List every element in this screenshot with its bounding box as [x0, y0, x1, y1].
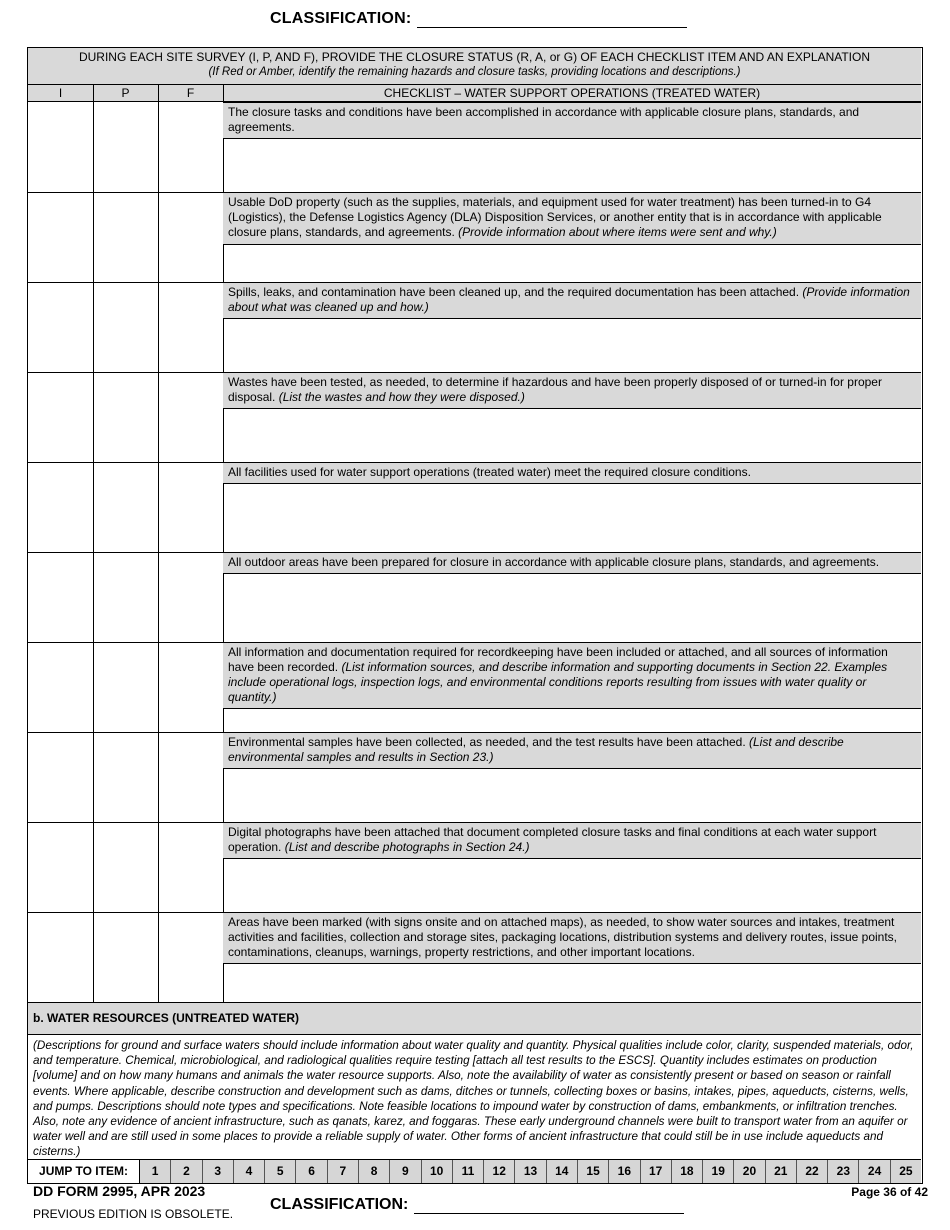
- checklist-item-8: [223, 732, 921, 769]
- item-text: The closure tasks and conditions have been accomplished in accordance with applicable closure plans, standards, and agreements.: [228, 105, 860, 134]
- jump-item-button[interactable]: 15: [578, 1160, 609, 1183]
- checklist-form: [27, 47, 923, 1184]
- item-text: Environmental samples have been collected, as needed, and the test results have been attached.: [228, 735, 746, 749]
- instructions-line-1: DURING EACH SITE SURVEY (I, P, AND F), PROVIDE THE CLOSURE STATUS (R, A, or G) OF EACH CHECKLIST ITEM AND AN EXPLANATION: [78, 50, 871, 64]
- column-header-f: F: [158, 85, 223, 102]
- column-divider: [158, 85, 159, 1002]
- item-text: Areas have been marked (with signs onsite and on attached maps), as needed, to show water sources and intakes, treatment activities and facilities, collection and storage sites, packaging locations, distribution systems and delivery routes, issue points, contaminations, cleanups, warnings, property restrictions, and other important locations.: [228, 915, 898, 959]
- item-note: (Provide information about what was cleaned up and how.): [228, 285, 910, 314]
- jump-item-button[interactable]: 10: [422, 1160, 453, 1183]
- checklist-item-10: [223, 912, 921, 964]
- jump-item-button[interactable]: 13: [515, 1160, 546, 1183]
- jump-item-button[interactable]: 23: [828, 1160, 859, 1183]
- checklist-item-6: [223, 552, 921, 574]
- checklist-item-2: [223, 192, 921, 245]
- jump-item-button[interactable]: 3: [203, 1160, 234, 1183]
- jump-item-button[interactable]: 11: [453, 1160, 484, 1183]
- jump-item-button[interactable]: 7: [328, 1160, 359, 1183]
- checklist-item-4: [223, 372, 921, 409]
- column-header-p: P: [93, 85, 158, 102]
- jump-item-button[interactable]: 20: [734, 1160, 765, 1183]
- classification-top: [270, 10, 687, 28]
- item-text: Digital photographs have been attached that document completed closure tasks and final conditions at each water support operation.: [228, 825, 877, 854]
- classification-field[interactable]: [417, 12, 687, 28]
- item-note: (List and describe environmental samples and results in Section 23.): [228, 735, 844, 764]
- checklist-item-5: [223, 462, 921, 484]
- form-number: DD FORM 2995, APR 2023: [33, 1183, 206, 1199]
- classification-field[interactable]: [414, 1198, 684, 1214]
- survey-instructions: [28, 48, 921, 85]
- jump-item-button[interactable]: 17: [641, 1160, 672, 1183]
- jump-item-button[interactable]: 1: [140, 1160, 171, 1183]
- classification-bottom: [270, 1196, 684, 1214]
- obsolete-notice: PREVIOUS EDITION IS OBSOLETE.: [33, 1207, 234, 1221]
- checklist-item-9: [223, 822, 921, 859]
- item-note: (List and describe photographs in Section 24.): [284, 840, 530, 854]
- section-b-title: b. WATER RESOURCES (UNTREATED WATER): [28, 1002, 921, 1035]
- jump-item-button[interactable]: 25: [891, 1160, 921, 1183]
- column-divider: [93, 85, 94, 1002]
- jump-item-button[interactable]: 16: [609, 1160, 640, 1183]
- jump-item-button[interactable]: 19: [703, 1160, 734, 1183]
- instructions-line-2: (If Red or Amber, identify the remaining hazards and closure tasks, providing locations and descriptions.): [208, 66, 741, 78]
- jump-label: JUMP TO ITEM:: [28, 1160, 140, 1183]
- jump-item-button[interactable]: 21: [766, 1160, 797, 1183]
- checklist-item-1: [223, 102, 921, 139]
- column-header-checklist: CHECKLIST – WATER SUPPORT OPERATIONS (TREATED WATER): [223, 85, 921, 102]
- item-text: All information and documentation required for recordkeeping have been included or attached, and all sources of information have been recorded.: [228, 645, 888, 674]
- jump-item-button[interactable]: 4: [234, 1160, 265, 1183]
- column-header-i: I: [28, 85, 93, 102]
- item-text: Wastes have been tested, as needed, to determine if hazardous and have been properly disposed of or turned-in for proper disposal.: [228, 375, 882, 404]
- item-note: (List information sources, and describe information and supporting documents in Section 22. Examples include operational logs, inspection logs, and environmental conditions reports resulting from issues with water quality or quantity.): [228, 660, 888, 704]
- jump-item-button[interactable]: 22: [797, 1160, 828, 1183]
- checklist-item-3: [223, 282, 921, 319]
- jump-item-button[interactable]: 9: [390, 1160, 421, 1183]
- section-b-description: (Descriptions for ground and surface waters should include information about water quality and quantity. Physical qualities include color, clarity, suspended materials, odor, and temperature. Chemical, microbiological, and radiological qualities require testing [attach all test results to the ESCS]. Quantity includes estimates on production [volume] and on how many humans and animals the water resource supports. Also, note the availability of water as consistently present or based on season or rainfall events. Where applicable, describe construction and development such as dams, ditches or tunnels, collecting boxes or basins, intakes, pipes, aqueducts, cisterns, wells, and pumps. Descriptions should note types and specifications. Note feasible locations to impound water by construction of dams, embankments, or infiltration trenches. Also, note any evidence of ancient infrastructure, such as qanats, karez, and foggaras. These early underground channels were built to transport water from an aquifer or water well and are still used in some places to provide a reliable supply of water. Other forms of ancient infrastructure that could still be in use include aqueducts and cisterns.): [33, 1039, 914, 1159]
- page-number: Page 36 of 42: [851, 1185, 928, 1199]
- item-text: Spills, leaks, and contamination have been cleaned up, and the required documentation has been attached.: [228, 285, 800, 299]
- checklist-item-7: [223, 642, 921, 709]
- item-text: Usable DoD property (such as the supplies, materials, and equipment used for water treatment) has been turned-in to G4 (Logistics), the Defense Logistics Agency (DLA) Disposition Services, or another entity that is in accordance with applicable closure plans, standards, and agreements.: [228, 195, 882, 239]
- jump-item-button[interactable]: 14: [547, 1160, 578, 1183]
- jump-item-button[interactable]: 2: [171, 1160, 202, 1183]
- jump-item-button[interactable]: 6: [296, 1160, 327, 1183]
- item-note: (List the wastes and how they were disposed.): [278, 390, 525, 404]
- item-text: All facilities used for water support operations (treated water) meet the required closure conditions.: [228, 465, 751, 479]
- jump-item-button[interactable]: 18: [672, 1160, 703, 1183]
- item-note: (Provide information about where items were sent and why.): [458, 225, 777, 239]
- classification-label: CLASSIFICATION:: [270, 1196, 409, 1213]
- jump-item-button[interactable]: 24: [859, 1160, 890, 1183]
- jump-item-button[interactable]: 5: [265, 1160, 296, 1183]
- jump-item-button[interactable]: 8: [359, 1160, 390, 1183]
- item-text: All outdoor areas have been prepared for closure in accordance with applicable closure plans, standards, and agreements.: [228, 555, 880, 569]
- jump-to-item-bar: [28, 1159, 921, 1183]
- classification-label: CLASSIFICATION:: [270, 10, 412, 27]
- jump-item-button[interactable]: 12: [484, 1160, 515, 1183]
